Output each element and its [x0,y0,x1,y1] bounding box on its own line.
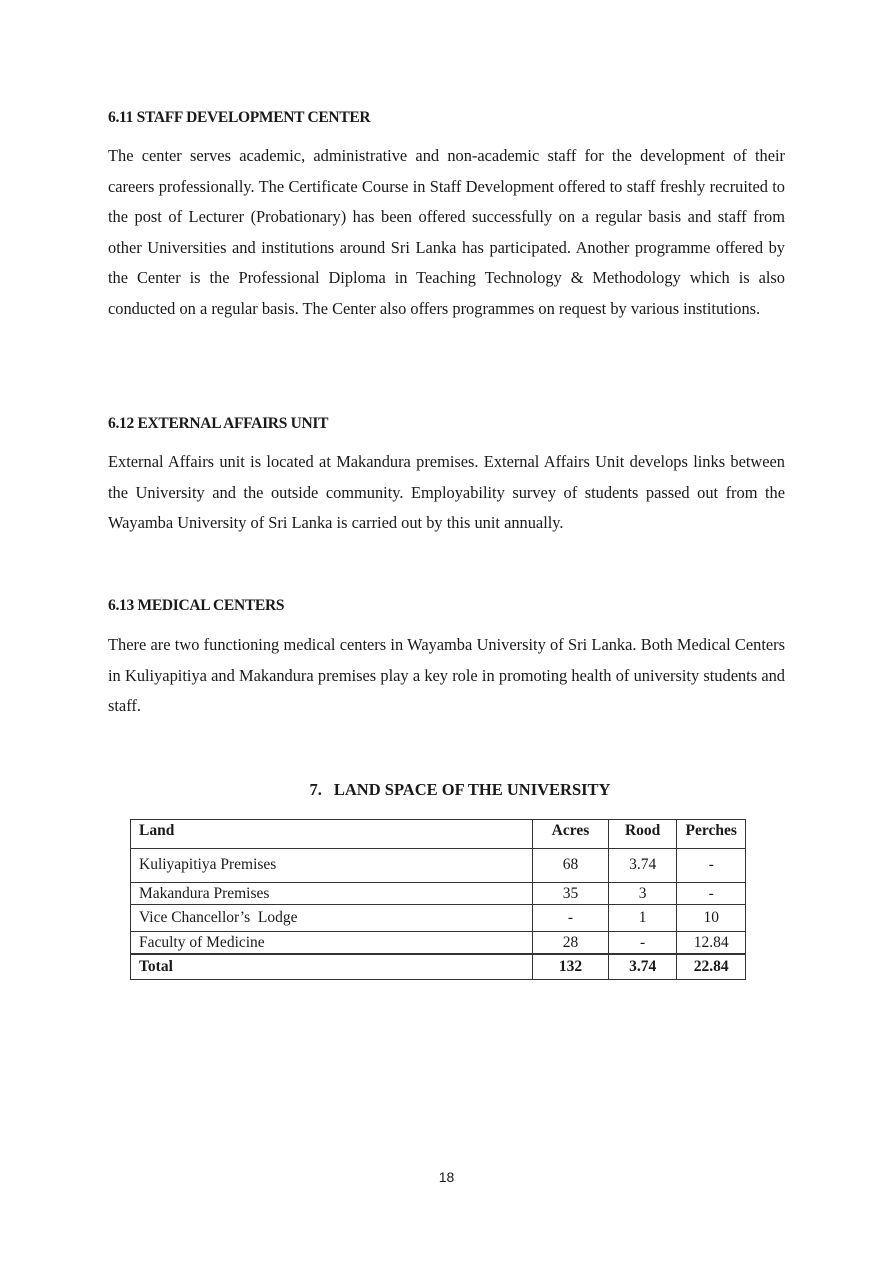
table-row [131,905,746,932]
cell-acres: - [533,905,609,932]
header-acres: Acres [533,820,609,849]
section-heading-medical-centers: 6.13 MEDICAL CENTERS [108,597,285,614]
cell-rood: 3.74 [608,849,677,883]
header-rood: Rood [608,820,677,849]
land-space-table [130,819,746,980]
cell-land: Vice Chancellor’s Lodge [131,905,533,932]
section-body-external-affairs: External Affairs unit is located at Makandura premises. External Affairs Unit develops links between the University and the outside community. Employability survey of students passed out from the Wayamba University of Sri Lanka is carried out by this unit annually. [108,452,785,533]
cell-perches: - [677,849,746,883]
land-section-title [0,780,893,800]
cell-land: Makandura Premises [131,883,533,905]
cell-perches: 12.84 [677,932,746,955]
header-perches: Perches [677,820,746,849]
cell-acres: 28 [533,932,609,955]
section-heading-staff-development: 6.11 STAFF DEVELOPMENT CENTER [108,109,371,126]
cell-total-perches: 22.84 [677,954,746,980]
cell-perches: 10 [677,905,746,932]
table-row [131,883,746,905]
cell-rood: 3 [608,883,677,905]
cell-total-acres: 132 [533,954,609,980]
table-row [131,932,746,955]
page-number: 18 [438,1169,455,1185]
cell-rood: - [608,932,677,955]
section-body-medical-centers: There are two functioning medical centers in Wayamba University of Sri Lanka. Both Medical Centers in Kuliyapitiya and Makandura premises play a key role in promoting health of university students and staff. [108,635,785,716]
table-row [131,849,746,883]
land-section-title-text: LAND SPACE OF THE UNIVERSITY [333,780,611,799]
section-body-staff-development: The center serves academic, administrative and non-academic staff for the development of their careers professionally. The Certificate Course in Staff Development offered to staff freshly recruited to the post of Lecturer (Probationary) has been offered successfully on a regular basis and staff from other Universities and institutions around Sri Lanka has participated. Another programme offered by the Center is the Professional Diploma in Teaching Technology & Methodology which is also conducted on a regular basis. The Center also offers programmes on request by various institutions. [108,146,785,318]
section-heading-external-affairs: 6.12 EXTERNAL AFFAIRS UNIT [108,415,329,432]
table-total-row [131,954,746,980]
land-section-number: 7. [309,780,322,799]
header-land: Land [131,820,533,849]
cell-perches: - [677,883,746,905]
cell-acres: 35 [533,883,609,905]
cell-total-rood: 3.74 [608,954,677,980]
cell-rood: 1 [608,905,677,932]
cell-land: Faculty of Medicine [131,932,533,955]
cell-land: Kuliyapitiya Premises [131,849,533,883]
cell-total-label: Total [131,954,533,980]
table-header-row [131,820,746,849]
cell-acres: 68 [533,849,609,883]
